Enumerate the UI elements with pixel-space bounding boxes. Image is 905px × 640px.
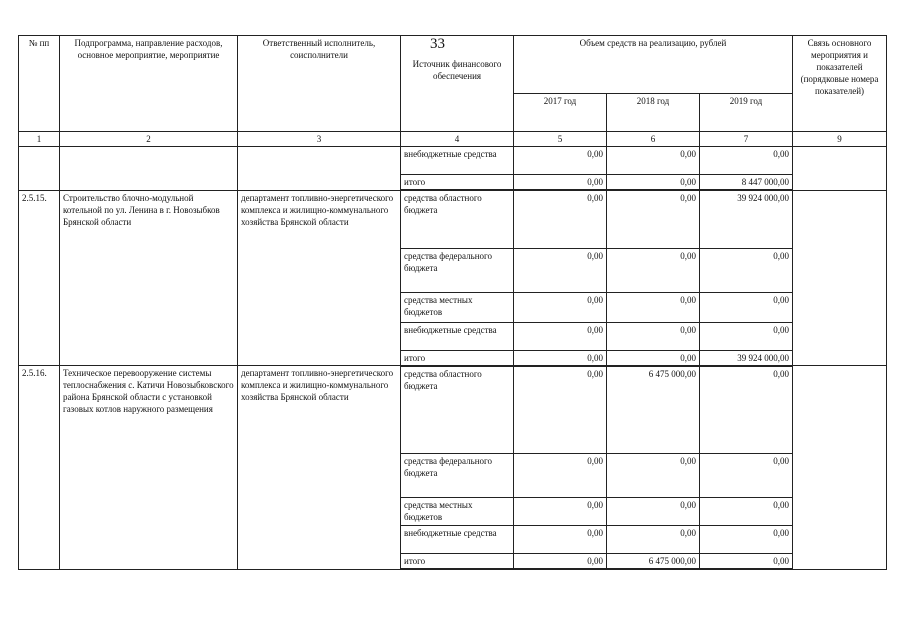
value-2018: 0,00 <box>607 454 700 498</box>
source-cell: итого <box>401 175 514 191</box>
value-2018: 0,00 <box>607 292 700 322</box>
header-volume: Объем средств на реализацию, рублей <box>514 36 793 94</box>
header-year-2018: 2018 год <box>607 94 700 132</box>
header-responsible: Ответственный исполнитель, соисполнители <box>238 36 401 132</box>
source-cell: внебюджетные средства <box>401 322 514 350</box>
source-cell: средства областного бюджета <box>401 366 514 454</box>
value-2017: 0,00 <box>514 366 607 454</box>
value-2018: 0,00 <box>607 526 700 554</box>
source-cell: внебюджетные средства <box>401 526 514 554</box>
name-cell <box>60 147 238 191</box>
link-cell <box>793 190 887 366</box>
value-2019: 0,00 <box>700 554 793 570</box>
table-row <box>19 366 887 454</box>
column-index-7: 7 <box>700 132 793 147</box>
budget-table <box>18 35 887 570</box>
source-cell: средства местных бюджетов <box>401 292 514 322</box>
value-2018: 0,00 <box>607 175 700 191</box>
column-index-4: 4 <box>401 132 514 147</box>
column-index-2: 2 <box>60 132 238 147</box>
source-cell: средства местных бюджетов <box>401 498 514 526</box>
source-cell: итого <box>401 554 514 570</box>
value-2018: 0,00 <box>607 322 700 350</box>
value-2017: 0,00 <box>514 454 607 498</box>
section-num: 2.5.16. <box>19 366 60 570</box>
value-2019: 8 447 000,00 <box>700 175 793 191</box>
value-2017: 0,00 <box>514 554 607 570</box>
header-source: Источник финансового обеспечения <box>401 36 514 132</box>
header-num: № пп <box>19 36 60 132</box>
column-index-3: 3 <box>238 132 401 147</box>
value-2019: 0,00 <box>700 292 793 322</box>
link-cell <box>793 366 887 570</box>
section-responsible: департамент топливно-энергетического комплекса и жилищно-коммунального хозяйства Брянской области <box>238 366 401 570</box>
value-2019: 39 924 000,00 <box>700 190 793 248</box>
header-subprogram: Подпрограмма, направление расходов, основное мероприятие, мероприятие <box>60 36 238 132</box>
header-link: Связь основного мероприятия и показателей (порядковые номера показателей) <box>793 36 887 132</box>
value-2017: 0,00 <box>514 292 607 322</box>
column-index-9: 9 <box>793 132 887 147</box>
value-2019: 0,00 <box>700 526 793 554</box>
source-cell: средства федерального бюджета <box>401 454 514 498</box>
header-year-2017: 2017 год <box>514 94 607 132</box>
value-2019: 0,00 <box>700 147 793 175</box>
value-2019: 0,00 <box>700 366 793 454</box>
value-2017: 0,00 <box>514 190 607 248</box>
link-cell <box>793 147 887 191</box>
table-row <box>19 147 887 175</box>
responsible-cell <box>238 147 401 191</box>
section-name: Техническое перевооружение системы теплоснабжения с. Катичи Новозыбковского района Брянской области с установкой газовых котлов наружного размещения <box>60 366 238 570</box>
value-2018: 6 475 000,00 <box>607 554 700 570</box>
value-2017: 0,00 <box>514 147 607 175</box>
value-2017: 0,00 <box>514 350 607 366</box>
header-year-2019: 2019 год <box>700 94 793 132</box>
section-responsible: департамент топливно-энергетического комплекса и жилищно-коммунального хозяйства Брянской области <box>238 190 401 366</box>
column-index-1: 1 <box>19 132 60 147</box>
value-2017: 0,00 <box>514 248 607 292</box>
value-2019: 39 924 000,00 <box>700 350 793 366</box>
value-2018: 0,00 <box>607 248 700 292</box>
page-number: 33 <box>430 36 445 52</box>
source-cell: средства областного бюджета <box>401 190 514 248</box>
value-2018: 0,00 <box>607 147 700 175</box>
value-2017: 0,00 <box>514 498 607 526</box>
source-cell: средства федерального бюджета <box>401 248 514 292</box>
value-2018: 0,00 <box>607 498 700 526</box>
value-2019: 0,00 <box>700 498 793 526</box>
num-cell <box>19 147 60 191</box>
value-2018: 6 475 000,00 <box>607 366 700 454</box>
column-index-6: 6 <box>607 132 700 147</box>
source-cell: внебюджетные средства <box>401 147 514 175</box>
value-2017: 0,00 <box>514 526 607 554</box>
section-name: Строительство блочно-модульной котельной по ул. Ленина в г. Новозыбков Брянской области <box>60 190 238 366</box>
value-2017: 0,00 <box>514 322 607 350</box>
column-index-5: 5 <box>514 132 607 147</box>
section-num: 2.5.15. <box>19 190 60 366</box>
value-2019: 0,00 <box>700 322 793 350</box>
source-cell: итого <box>401 350 514 366</box>
value-2017: 0,00 <box>514 175 607 191</box>
value-2019: 0,00 <box>700 454 793 498</box>
value-2018: 0,00 <box>607 350 700 366</box>
value-2018: 0,00 <box>607 190 700 248</box>
table-row <box>19 190 887 248</box>
value-2019: 0,00 <box>700 248 793 292</box>
